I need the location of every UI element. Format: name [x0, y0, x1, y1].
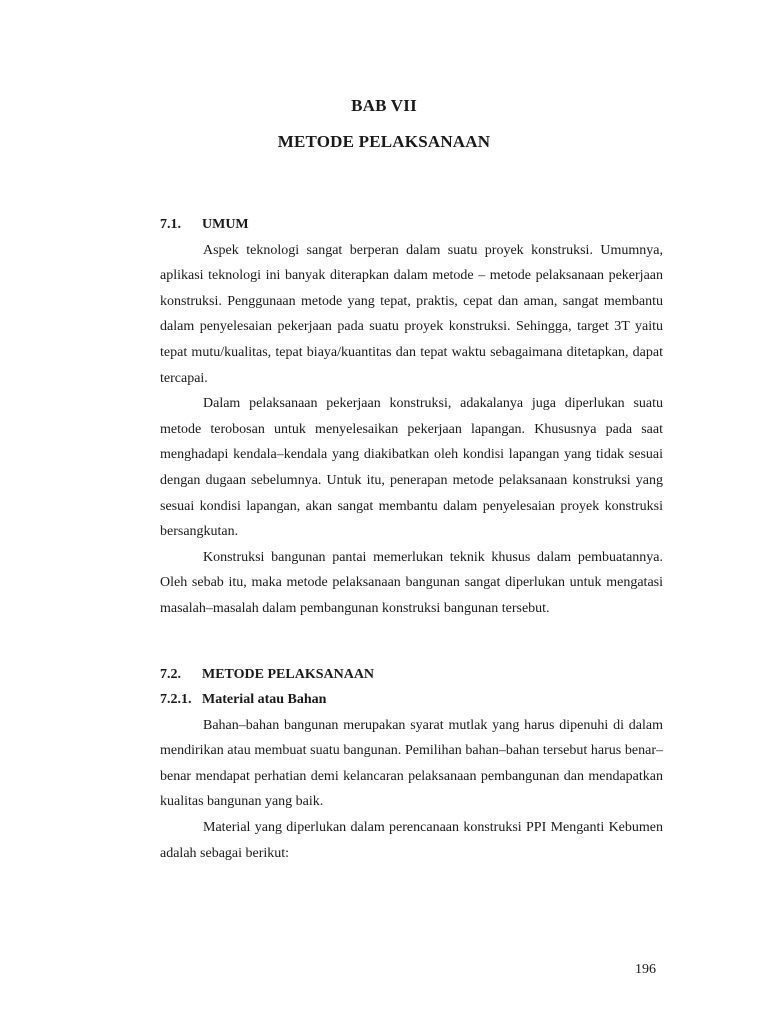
section-number: 7.2.	[160, 666, 181, 682]
spacer	[160, 622, 663, 662]
page-number: 196	[635, 962, 656, 977]
paragraph: Material yang diperlukan dalam perencanaan konstruksi PPI Menganti Kebumen adalah sebagai berikut:	[160, 820, 663, 861]
paragraph: Konstruksi bangunan pantai memerlukan teknik khusus dalam pembuatannya. Oleh sebab itu, maka metode pelaksanaan bangunan sangat diperlukan untuk mengatasi masalah–masalah dalam pembangunan konstruksi bangunan tersebut.	[160, 549, 663, 616]
paragraph: Bahan–bahan bangunan merupakan syarat mutlak yang harus dipenuhi di dalam mendirikan atau membuat suatu bangunan. Pemilihan bahan–bahan tersebut harus benar–benar mendapat perhatian demi kelancaran pelaksanaan pembangunan dan mendapatkan kualitas bangunan yang baik.	[160, 717, 663, 810]
section-title: UMUM	[202, 217, 249, 232]
section-heading-7-2	[160, 662, 663, 688]
chapter-label: BAB VII	[351, 96, 417, 115]
subsection-heading-7-2-1	[160, 687, 663, 713]
section-number: 7.2.1.	[160, 692, 192, 708]
section-number: 7.1.	[160, 217, 181, 232]
paragraph: Aspek teknologi sangat berperan dalam suatu proyek konstruksi. Umumnya, aplikasi teknologi ini banyak diterapkan dalam metode – metode pelaksanaan pekerjaan konstruksi. Penggunaan metode yang tepat, praktis, cepat dan aman, sangat membantu dalam penyelesaian pekerjaan pada suatu proyek konstruksi. Sehingga, target 3T yaitu tepat mutu/kualitas, tepat biaya/kuantitas dan tepat waktu sebagaimana ditetapkan, dapat tercapai.	[160, 242, 663, 386]
section-title: METODE PELAKSANAAN	[202, 666, 375, 682]
paragraph: Dalam pelaksanaan pekerjaan konstruksi, adakalanya juga diperlukan suatu metode terobosan untuk menyelesaikan pekerjaan lapangan. Khususnya pada saat menghadapi kendala–kendala yang diakibatkan oleh kondisi lapangan yang tidak sesuai dengan dugaan sebelumnya. Untuk itu, penerapan metode pelaksanaan konstruksi yang sesuai kondisi lapangan, akan sangat membantu dalam penyelesaian proyek konstruksi bersangkutan.	[160, 396, 663, 540]
section-heading-7-1	[160, 212, 663, 238]
chapter-title: METODE PELAKSANAAN	[277, 132, 491, 151]
section-title: Material atau Bahan	[202, 692, 327, 708]
document-body	[160, 212, 663, 866]
